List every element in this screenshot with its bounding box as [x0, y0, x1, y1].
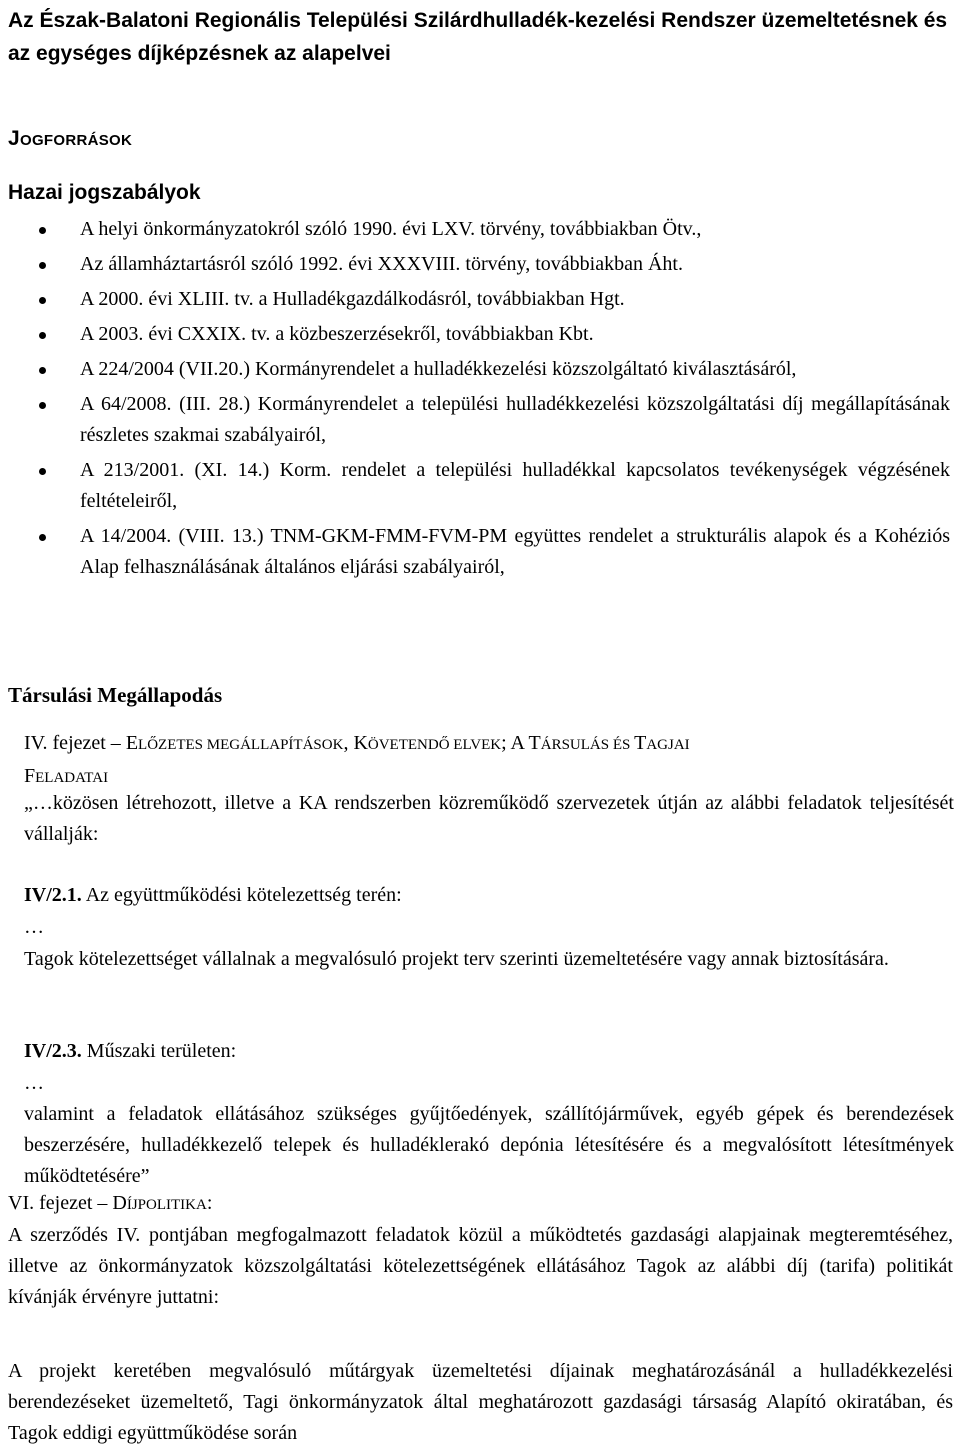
- document-title: Az Észak-Balatoni Regionális Települési Szilárdhulladék-kezelési Rendszer üzemeltetésnek és az egységes díjképzésnek az alapelvei: [8, 9, 948, 65]
- list-item: [0, 354, 960, 385]
- technical-paragraph: valamint a feladatok ellátásához szükséges gyűjtőedények, szállítójárművek, egyéb gépek és berendezések beszerzésére, hulladékkezelő telepek és hulladéklerakó depónia létesítésére és a megvalósított létesítmények működtetésére”: [24, 1103, 954, 1187]
- chapter-4-sc-initial: T: [634, 732, 647, 754]
- chapter-4-sc-text: ELADATAI: [35, 770, 109, 786]
- bullet-icon: [39, 227, 46, 234]
- chapter-4-comma: ,: [343, 732, 354, 754]
- quoted-paragraph: „…közösen létrehozott, illetve a KA rendszerben közreműködő szervezetek útján az alábbi feladatok teljesítését vállalják:: [24, 792, 954, 845]
- bullet-icon: [39, 402, 46, 409]
- list-item-text: A 213/2001. (XI. 14.) Korm. rendelet a települési hulladékkal kapcsolatos tevékenységek végzésének feltételeiről,: [80, 459, 950, 512]
- bullet-icon: [39, 297, 46, 304]
- chapter-4-semicolon: ;: [501, 732, 511, 754]
- bullet-icon: [39, 468, 46, 475]
- list-item-text: A 2000. évi XLIII. tv. a Hulladékgazdálkodásról, továbbiakban Hgt.: [80, 288, 625, 310]
- section-heading-smallcaps: OGFORRÁSOK: [19, 132, 133, 149]
- obligation-paragraph: Tagok kötelezettséget vállalnak a megvalósuló projekt terv szerinti üzemeltetésére vagy annak biztosítására.: [24, 948, 889, 970]
- section-heading-initial: J: [8, 127, 20, 150]
- section-title: Az együttműködési kötelezettség terén:: [81, 884, 402, 906]
- list-item-text: A 14/2004. (VIII. 13.) TNM-GKM-FMM-FVM-PM együttes rendelet a strukturális alapok és a Kohéziós Alap felhasználásának általános eljárási szabályairól,: [80, 525, 950, 578]
- chapter-4-sc-text: ÁRSULÁS ÉS: [540, 737, 635, 753]
- bullet-icon: [39, 534, 46, 541]
- section-number: IV/2.3.: [24, 1040, 82, 1062]
- bullet-icon: [39, 262, 46, 269]
- chapter-6-colon: :: [206, 1192, 213, 1214]
- chapter-6-sc-text: ÍJPOLITIKA: [126, 1197, 207, 1213]
- chapter-4-prefix: IV. fejezet –: [24, 732, 126, 754]
- ellipsis: …: [24, 916, 44, 938]
- chapter-6-prefix: VI. fejezet –: [8, 1192, 113, 1214]
- section-number: IV/2.1.: [24, 884, 82, 906]
- chapter-4-sc-text: ÖVETENDŐ ELVEK: [367, 737, 502, 753]
- subheading-domestic-laws: Hazai jogszabályok: [8, 181, 201, 204]
- list-item: [0, 319, 960, 350]
- chapter-6-sc-initial: D: [112, 1192, 127, 1214]
- section-heading-legal-sources: [8, 124, 132, 156]
- list-item-text: A 64/2008. (III. 28.) Kormányrendelet a települési hulladékkezelési közszolgáltatási díj megállapításának részletes szakmai szabályairól,: [80, 393, 950, 446]
- chapter-4-sc-initial: K: [353, 732, 368, 754]
- ellipsis: …: [24, 1072, 44, 1094]
- list-item-text: A 2003. évi CXXIX. tv. a közbeszerzésekről, továbbiakban Kbt.: [80, 323, 594, 345]
- list-item: [0, 214, 960, 245]
- list-item: [0, 521, 960, 583]
- project-paragraph: A projekt keretében megvalósuló műtárgyak üzemeltetési díjainak meghatározásánál a hulladékkezelési berendezéseket üzemeltető, Tagi önkormányzatok által meghatározott gazdasági társaság Alapító okiratában, és Tagok eddigi együttműködése során: [8, 1360, 953, 1444]
- bullet-icon: [39, 332, 46, 339]
- section-title: Műszaki területen:: [81, 1040, 237, 1062]
- list-item-text: Az államháztartásról szóló 1992. évi XXXVIII. törvény, továbbiakban Áht.: [80, 253, 683, 275]
- association-agreement-heading: Társulási Megállapodás: [8, 683, 223, 707]
- list-item: [0, 284, 960, 315]
- section-iv-2-3: [24, 1036, 954, 1067]
- chapter-6-heading: [8, 1188, 953, 1221]
- chapter-4-sc-initial: E: [125, 732, 139, 754]
- chapter-4-heading: [24, 728, 954, 794]
- laws-list: [0, 214, 960, 587]
- bullet-icon: [39, 367, 46, 374]
- chapter-4-sc-initial: A T: [510, 732, 541, 754]
- chapter-4-sc-initial: F: [24, 765, 36, 787]
- chapter-4-sc-text: AGJAI: [646, 737, 690, 753]
- list-item-text: A 224/2004 (VII.20.) Kormányrendelet a hulladékkezelési közszolgáltató kiválasztásáról,: [80, 358, 797, 380]
- list-item: [0, 249, 960, 280]
- list-item-text: A helyi önkormányzatokról szóló 1990. évi LXV. törvény, továbbiakban Ötv.,: [80, 218, 702, 240]
- list-item: [0, 389, 960, 451]
- chapter-4-sc-text: LŐZETES MEGÁLLAPÍTÁSOK: [138, 737, 344, 753]
- fee-policy-paragraph: A szerződés IV. pontjában megfogalmazott feladatok közül a működtetés gazdasági alapjainak megteremtéséhez, illetve az önkormányzatok közszolgáltatási kötelezettségének ellátásához Tagok az alábbi díj (tarifa) politikát kívánják érvényre juttatni:: [8, 1224, 953, 1308]
- list-item: [0, 455, 960, 517]
- section-iv-2-1: [24, 880, 954, 911]
